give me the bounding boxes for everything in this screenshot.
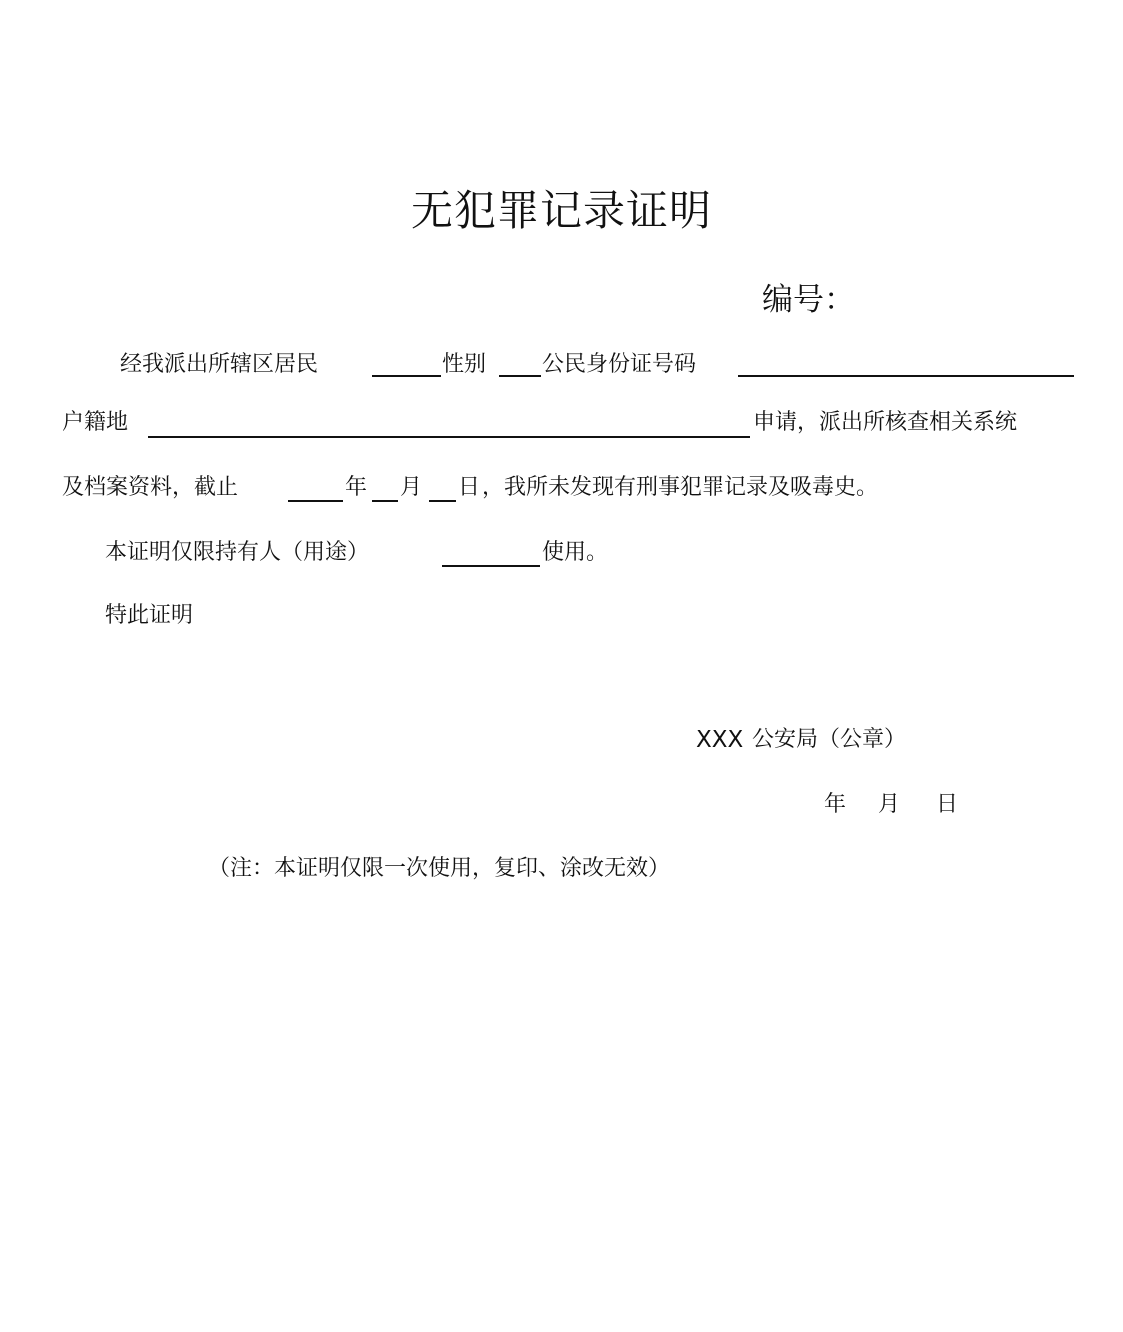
id-number-blank[interactable] [738, 375, 1074, 377]
check-year-blank[interactable] [288, 500, 343, 502]
check-day-blank[interactable] [429, 500, 456, 502]
id-number-label: 公民身份证号码 [542, 352, 697, 377]
resident-name-blank[interactable] [372, 375, 441, 377]
resident-prefix: 经我派出所辖区居民 [120, 352, 319, 377]
check-day-label: 日 [458, 475, 481, 500]
gender-label: 性别 [442, 352, 487, 377]
issue-year-label: 年 [824, 792, 847, 817]
issue-day-label: 日 [936, 792, 959, 817]
purpose-prefix: 本证明仅限持有人（用途） [105, 540, 370, 565]
issuer-name-placeholder: XXX [696, 727, 744, 753]
gender-blank[interactable] [499, 375, 541, 377]
domicile-blank[interactable] [148, 436, 750, 438]
usage-note: （注：本证明仅限一次使用，复印、涂改无效） [208, 856, 671, 881]
purpose-suffix: 使用。 [542, 540, 609, 565]
check-year-label: 年 [345, 475, 368, 500]
issuer-org: 公安局（公章） [752, 727, 907, 752]
issue-month-label: 月 [878, 792, 901, 817]
document-title: 无犯罪记录证明 [410, 186, 712, 235]
apply-text: 申请，派出所核查相关系统 [753, 410, 1018, 435]
check-prefix: 及档案资料，截止 [62, 475, 239, 500]
serial-number-label: 编号： [762, 282, 855, 318]
hereby-certify-text: 特此证明 [105, 603, 194, 628]
check-result-text: ，我所未发现有刑事犯罪记录及吸毒史。 [482, 475, 879, 500]
check-month-label: 月 [400, 475, 423, 500]
domicile-label: 户籍地 [62, 410, 129, 435]
check-month-blank[interactable] [372, 500, 398, 502]
purpose-blank[interactable] [442, 565, 540, 567]
